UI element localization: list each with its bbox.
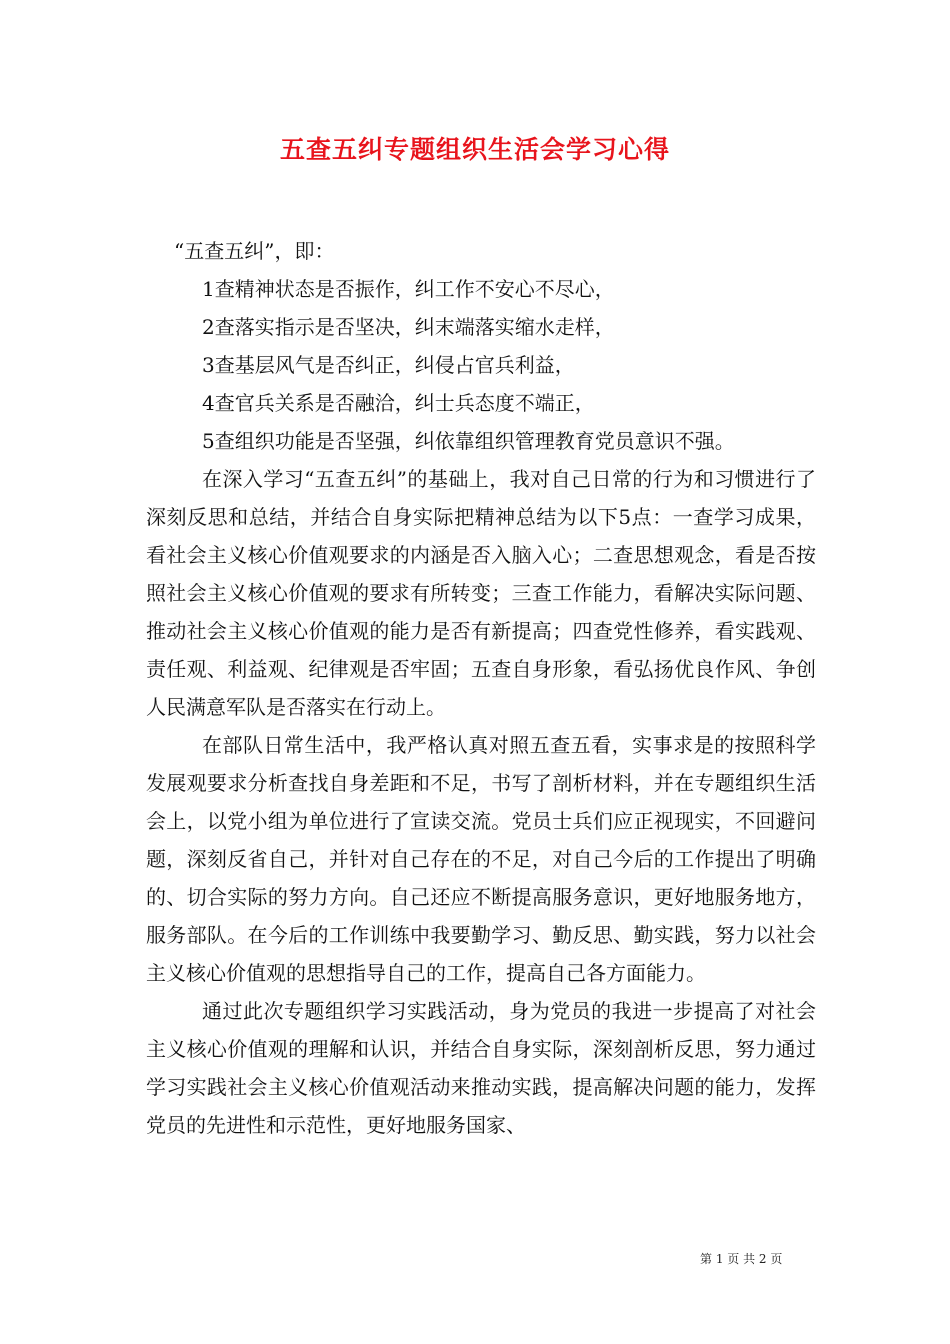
body-paragraph: 在深入学习“五查五纠”的基础上，我对自己日常的行为和习惯进行了深刻反思和总结，并结合自身实际把精神总结为以下5点：一查学习成果，看社会主义核心价值观要求的内涵是否入脑入心；二查思想观念，看是否按照社会主义核心价值观的要求有所转变；三查工作能力，看解决实际问题、推动社会主义核心价值观的能力是否有新提高；四查党性修养，看实践观、责任观、利益观、纪律观是否牢固；五查自身形象，看弘扬优良作风、争创人民满意军队是否落实在行动上。: [146, 467, 816, 719]
list-item: 5查组织功能是否坚强，纠依靠组织管理教育党员意识不强。: [202, 429, 735, 453]
list-item: 3查基层风气是否纠正，纠侵占官兵利益，: [202, 353, 575, 377]
list-item: 4查官兵关系是否融洽，纠士兵态度不端正，: [202, 391, 595, 415]
document-title: 五查五纠专题组织生活会学习心得: [279, 135, 670, 164]
page-number-footer: 第 1 页 共 2 页: [700, 1252, 783, 1266]
body-paragraph: 在部队日常生活中，我严格认真对照五查五看，实事求是的按照科学发展观要求分析查找自身差距和不足，书写了剖析材料，并在专题组织生活会上，以党小组为单位进行了宣读交流。党员士兵们应正视现实，不回避问题，深刻反省自己，并针对自己存在的不足，对自己今后的工作提出了明确的、切合实际的努力方向。自己还应不断提高服务意识，更好地服务地方，服务部队。在今后的工作训练中我要勤学习、勤反思、勤实践，努力以社会主义核心价值观的思想指导自己的工作，提高自己各方面能力。: [146, 733, 816, 985]
body-paragraph: 通过此次专题组织学习实践活动，身为党员的我进一步提高了对社会主义核心价值观的理解和认识，并结合自身实际，深刻剖析反思，努力通过学习实践社会主义核心价值观活动来推动实践，提高解决问题的能力，发挥党员的先进性和示范性，更好地服务国家、: [146, 999, 816, 1137]
list-item: 1查精神状态是否振作，纠工作不安心不尽心，: [202, 277, 615, 301]
intro-line: “五查五纠”，即：: [174, 239, 335, 263]
list-item: 2查落实指示是否坚决，纠末端落实缩水走样，: [202, 315, 615, 339]
document-body: [146, 232, 816, 1144]
